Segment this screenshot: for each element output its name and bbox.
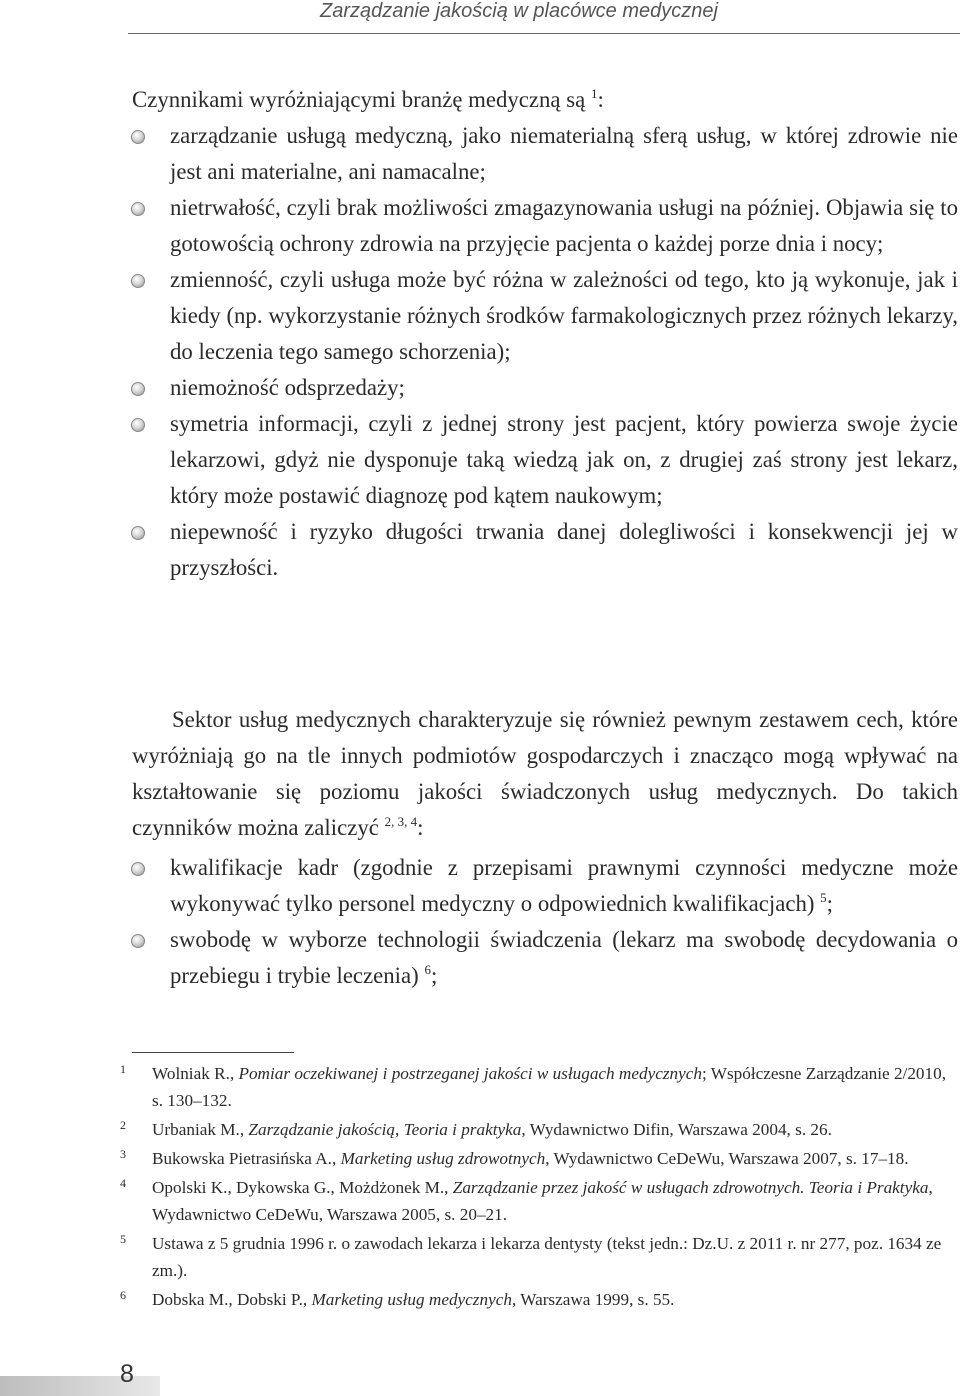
footnote-title: Marketing usług zdrowotnych <box>340 1149 546 1168</box>
footnote <box>120 1060 960 1114</box>
footnote-rest: , Warszawa 1999, s. 55. <box>511 1290 675 1309</box>
page-tab <box>0 1376 160 1396</box>
list-item-tail: ; <box>430 963 438 988</box>
bullet-icon <box>131 130 145 144</box>
footnote-ref: 6 <box>424 962 431 977</box>
bullet-icon <box>131 862 145 876</box>
list-item-text: zmienność, czyli usługa może być różna w zależności od tego, kto ją wykonuje, jak i kiedy (np. wykorzystanie różnych środków farmakologicznych przez różnych lekarzy, do leczenia tego samego schorzenia); <box>170 267 958 364</box>
list-item-text: symetria informacji, czyli z jednej strony jest pacjent, który powierza swoje życie lekarzowi, gdyż nie dysponuje taką wiedzą jak on, z drugiej zaś strony jest lekarz, który może postawić diagnozę pod kątem naukowym; <box>170 411 958 508</box>
footnote-author: Urbaniak M., <box>152 1120 249 1139</box>
footnote-number: 4 <box>120 1176 126 1190</box>
list-item-tail: ; <box>826 891 833 916</box>
list-item <box>128 406 958 514</box>
list-item <box>128 922 958 994</box>
footnote-ref: 1 <box>590 86 598 101</box>
footnotes <box>120 1060 960 1315</box>
list-item <box>128 370 958 406</box>
footnote-rule <box>132 1052 294 1053</box>
bullet-icon <box>131 274 145 288</box>
footnote-number: 6 <box>120 1288 126 1302</box>
footnote-number: 5 <box>120 1232 126 1246</box>
footnote-number: 3 <box>120 1147 126 1161</box>
footnote <box>120 1145 960 1172</box>
footnote <box>120 1230 960 1284</box>
footnote-number: 1 <box>120 1062 126 1076</box>
footnote-title: Pomiar oczekiwanej i postrzeganej jakości w usługach medycznych <box>238 1064 702 1083</box>
bullet-icon <box>131 382 145 396</box>
list-item-text: zarządzanie usługą medyczną, jako niematerialną sferą usług, w której zdrowie nie jest ani materialne, ani namacalne; <box>170 123 958 184</box>
footnote <box>120 1174 960 1228</box>
bullet-icon <box>131 934 145 948</box>
sector-paragraph <box>132 702 958 846</box>
sector-features-list <box>128 850 958 994</box>
footnote-rest: , Wydawnictwo CeDeWu, Warszawa 2007, s. 17–18. <box>545 1149 909 1168</box>
list-item <box>128 850 958 922</box>
running-header: Zarządzanie jakością w placówce medycznej <box>320 0 718 22</box>
footnote-rest: , Wydawnictwo CeDeWu, Warszawa 2005, s. 20–21. <box>152 1178 933 1224</box>
footnote-author: Dobska M., Dobski P., <box>152 1290 312 1309</box>
bullet-icon <box>131 418 145 432</box>
footnote-author: Opolski K., Dykowska G., Możdżonek M., <box>152 1178 453 1197</box>
footnote-number: 2 <box>120 1118 126 1132</box>
intro-text: Czynnikami wyróżniającymi branżę medyczną są <box>132 87 586 112</box>
footnote-author: Bukowska Pietrasińska A., <box>152 1149 341 1168</box>
footnote-rest: ; Współczesne Zarządzanie 2/2010, s. 130–132. <box>152 1064 946 1110</box>
list-item <box>128 118 958 190</box>
intro-tail: : <box>597 87 604 112</box>
footnote-author: Wolniak R., <box>152 1064 239 1083</box>
intro-paragraph <box>132 82 960 118</box>
industry-factors-list <box>128 118 958 586</box>
footnote <box>120 1286 960 1313</box>
footnote-author: Ustawa z 5 grudnia 1996 r. o zawodach lekarza i lekarza dentysty (tekst jedn.: Dz.U. z 2011 r. nr 277, poz. 1634 ze zm.). <box>152 1234 942 1280</box>
footnote-title: Zarządzanie przez jakość w usługach zdrowotnych. Teoria i Praktyka <box>452 1178 929 1197</box>
footnote-title: Zarządzanie jakością, Teoria i praktyka <box>248 1120 522 1139</box>
list-item-text: niemożność odsprzedaży; <box>170 375 405 400</box>
sector-text: Sektor usług medycznych charakteryzuje się również pewnym zestawem cech, które wyróżniają go na tle innych podmiotów gospodarczych i znacząco mogą wpływać na kształtowanie się poziomu jakości świadczonych usług medycznych. Do takich czynników można zaliczyć <box>132 707 958 840</box>
footnote-rest: , Wydawnictwo Difin, Warszawa 2004, s. 26. <box>521 1120 832 1139</box>
header-rule <box>128 33 960 34</box>
list-item-text: kwalifikacje kadr (zgodnie z przepisami prawnymi czynności medyczne może wykonywać tylko personel medyczny o odpowiednich kwalifikacjach) <box>170 855 958 916</box>
list-item <box>128 514 958 586</box>
bullet-icon <box>131 526 145 540</box>
list-item <box>128 190 958 262</box>
page-number: 8 <box>120 1360 134 1388</box>
footnote-ref: 2, 3, 4 <box>384 814 418 829</box>
sector-tail: : <box>417 815 424 840</box>
bullet-icon <box>131 202 145 216</box>
footnote <box>120 1116 960 1143</box>
list-item-text: nietrwałość, czyli brak możliwości zmagazynowania usługi na później. Objawia się to gotowością ochrony zdrowia na przyjęcie pacjenta o każdej porze dnia i nocy; <box>170 195 958 256</box>
list-item-text: niepewność i ryzyko długości trwania danej dolegliwości i konsekwencji jej w przyszłości. <box>170 519 958 580</box>
footnote-title: Marketing usług medycznych <box>311 1290 512 1309</box>
footnote-ref: 5 <box>820 890 827 905</box>
list-item <box>128 262 958 370</box>
list-item-text: swobodę w wyborze technologii świadczenia (lekarz ma swobodę decydowania o przebiegu i trybie leczenia) <box>170 927 958 988</box>
